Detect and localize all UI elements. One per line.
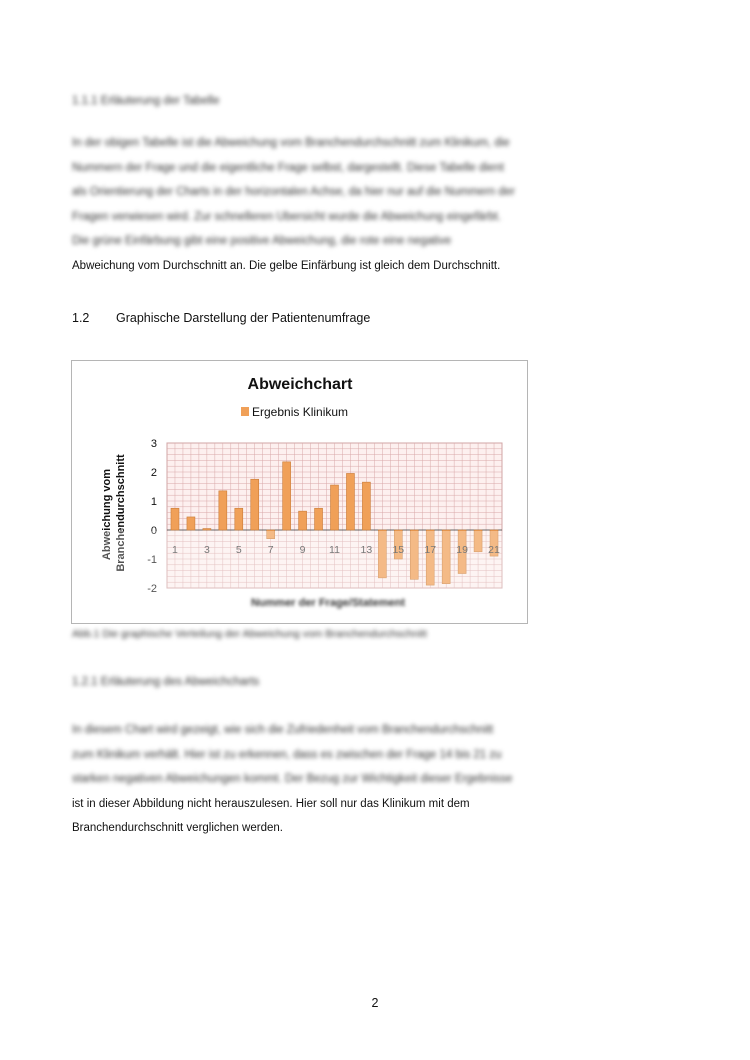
heading-number: 1.2 (72, 311, 90, 325)
paragraph-line: Die grüne Einfärbung gibt eine positive Abweichung, die rote eine negative (72, 235, 452, 247)
y-tick-label: 2 (150, 467, 157, 479)
x-tick-label: 7 (267, 544, 274, 556)
bar-q3 (203, 529, 211, 530)
y-axis-label-line-1: Abweichung vom (101, 469, 113, 561)
bar-q10 (315, 508, 323, 530)
paragraph-table-explanation (72, 131, 632, 278)
x-tick-label: 21 (488, 544, 500, 556)
x-tick-label: 15 (392, 544, 405, 556)
paragraph-line: starken negativen Abweichungen kommt. Der Bezug zur Wichtigkeit dieser Ergebnisse (72, 773, 513, 785)
bar-q11 (331, 485, 339, 530)
y-axis-label-line-2: Branchendurchschnitt (115, 454, 127, 572)
bar-q4 (219, 491, 227, 530)
paragraph-line: Nummern der Frage und die eigentliche Frage selbst, dargestellt. Diese Tabelle dient (72, 161, 504, 174)
bar-q8 (283, 462, 291, 530)
x-tick-label: 1 (172, 544, 178, 556)
abweichchart (72, 361, 527, 623)
x-axis-label: Nummer der Frage/Statement (250, 597, 406, 609)
paragraph-line: als Orientierung der Charts in der horizontalen Achse, da hier nur auf die Nummern der (72, 186, 515, 198)
chart-title: Abweichchart (247, 376, 353, 393)
y-tick-label: -2 (147, 583, 157, 595)
paragraph-line: In der obigen Tabelle ist die Abweichung vom Branchendurchschnitt zum Klinikum, die (72, 137, 510, 149)
x-tick-label: 17 (424, 544, 437, 556)
x-tick-label: 19 (456, 544, 468, 556)
x-tick-label: 11 (329, 544, 340, 556)
bar-q13 (362, 482, 370, 530)
bar-q5 (235, 508, 243, 530)
chart-legend (241, 405, 348, 419)
paragraph-line: In diesem Chart wird gezeigt, wie sich die Zufriedenheit vom Branchendurchschnitt (72, 724, 494, 736)
legend-label: Ergebnis Klinikum (252, 405, 349, 419)
heading-1-2 (72, 311, 370, 325)
y-tick-label: 0 (150, 525, 157, 537)
paragraph-line: Abweichung vom Durchschnitt an. Die gelbe Einfärbung ist gleich dem Durchschnitt. (72, 259, 501, 272)
y-tick-label: 1 (150, 496, 157, 508)
x-tick-label: 9 (299, 544, 306, 556)
y-tick-label: 3 (150, 438, 157, 450)
x-tick-label: 5 (235, 544, 242, 556)
bar-q2 (187, 517, 195, 530)
legend-swatch (241, 407, 249, 416)
paragraph-line: ist in dieser Abbildung nicht herauszulesen. Hier soll nur das Klinikum mit dem (72, 797, 470, 810)
chart-frame (71, 360, 528, 624)
x-tick-label: 13 (360, 544, 373, 556)
heading-1-1-1: 1.1.1 Erläuterung der Tabelle (72, 95, 220, 107)
bar-q12 (346, 473, 354, 530)
bar-q6 (251, 479, 259, 530)
bar-q1 (171, 508, 179, 530)
paragraph-line: zum Klinikum verhält. Hier ist zu erkennen, dass es zwischen der Frage 14 bis 21 zu (72, 748, 502, 761)
heading-1-2-1: 1.2.1 Erläuterung des Abweichcharts (72, 676, 260, 688)
page-number: 2 (371, 996, 379, 1010)
bar-q9 (299, 511, 307, 530)
chart-blur-overlay (72, 531, 527, 623)
figure-caption: Abb.1 Die graphische Verteilung der Abweichung vom Branchendurchschnitt (72, 628, 427, 640)
paragraph-chart-explanation (72, 718, 632, 841)
y-tick-label: -1 (147, 554, 157, 566)
x-tick-label: 3 (203, 544, 210, 556)
heading-title: Graphische Darstellung der Patientenumfrage (116, 311, 371, 325)
paragraph-line: Branchendurchschnitt verglichen werden. (72, 822, 283, 834)
paragraph-line: Fragen verwiesen wird. Zur schnelleren Übersicht wurde die Abweichung eingefärbt. (72, 210, 501, 223)
